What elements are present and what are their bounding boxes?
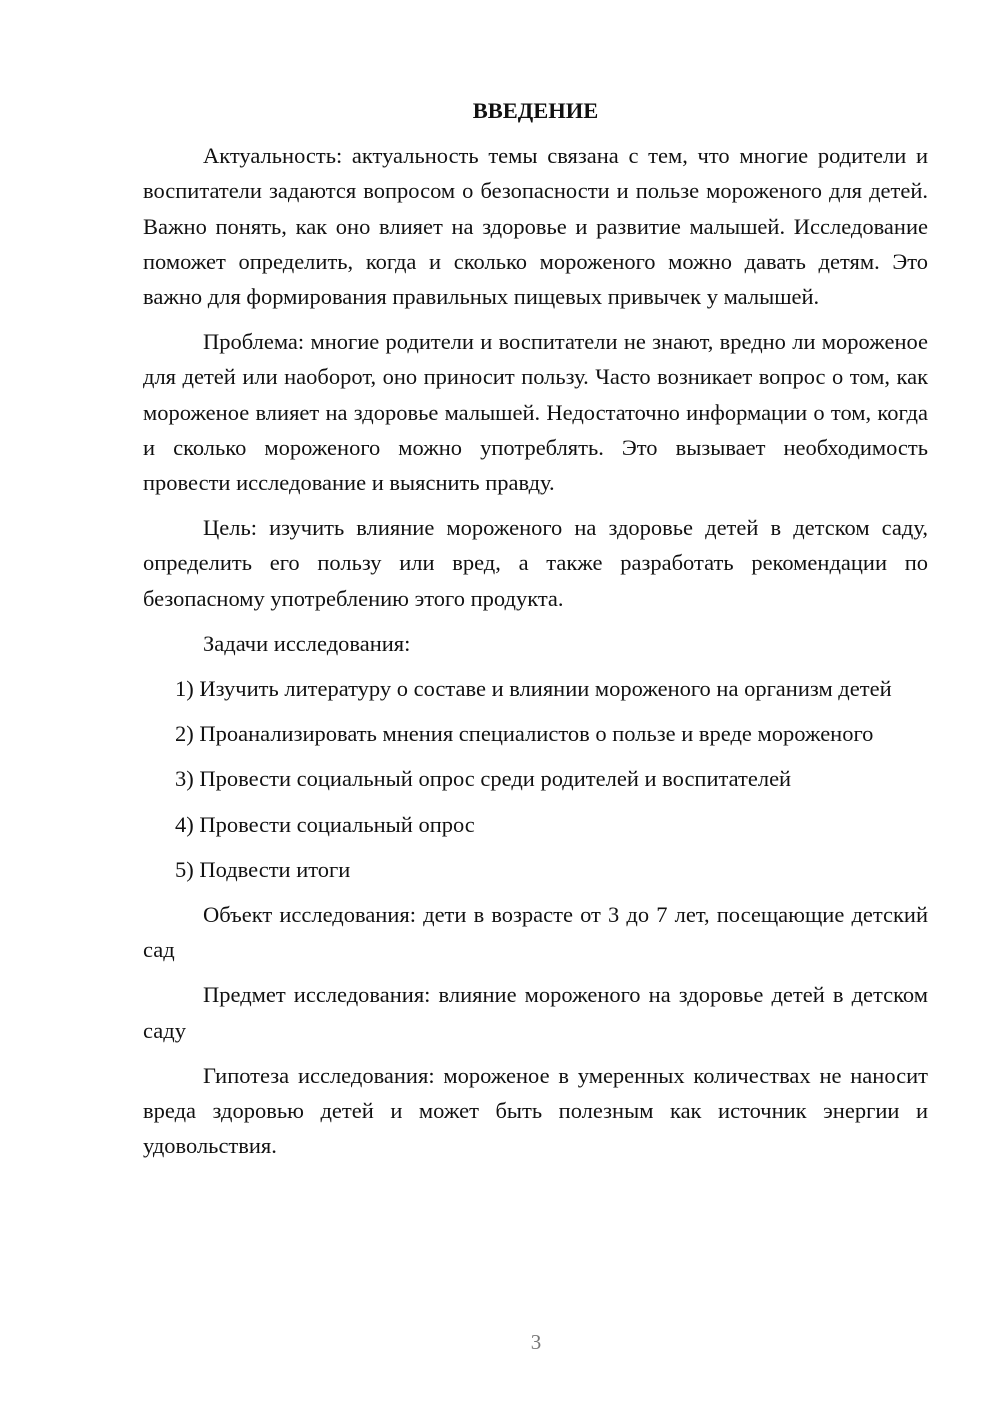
page-content [143, 93, 928, 1173]
task-item-1: 1) Изучить литературу о составе и влиянии мороженого на организм детей [175, 676, 892, 702]
page-number: 3 [530, 1330, 542, 1354]
section-title: ВВЕДЕНИЕ [472, 98, 599, 123]
tasks-heading: Задачи исследования: [203, 630, 411, 656]
goal-paragraph: Цель: изучить влияние мороженого на здоровье детей в детском саду, определить его пользу или вред, а также разработать рекомендации по безопасному употреблению этого продукта. [143, 515, 928, 611]
task-item-4: 4) Провести социальный опрос [175, 811, 475, 837]
problem-paragraph: Проблема: многие родители и воспитатели не знают, вредно ли мороженое для детей или наоборот, оно приносит пользу. Часто возникает вопрос о том, как мороженое влияет на здоровье малышей. Недостаточно информации о том, когда и сколько мороженого можно употреблять. Это вызывает необходимость провести исследование и выяснить правду. [143, 329, 928, 496]
subject-paragraph: Предмет исследования: влияние мороженого на здоровье детей в детском саду [143, 982, 928, 1043]
hypothesis-paragraph: Гипотеза исследования: мороженое в умеренных количествах не наносит вреда здоровью детей и может быть полезным как источник энергии и удовольствия. [143, 1062, 928, 1159]
task-item-5: 5) Подвести итоги [175, 856, 351, 882]
object-paragraph: Объект исследования: дети в возрасте от 3 до 7 лет, посещающие детский сад [143, 902, 928, 963]
relevance-paragraph: Актуальность: актуальность темы связана с тем, что многие родители и воспитатели задаются вопросом о безопасности и пользе мороженого для детей. Важно понять, как оно влияет на здоровье и развитие малышей. Исследование поможет определить, когда и сколько мороженого можно давать детям. Это важно для формирования правильных пищевых привычек у малышей. [143, 143, 928, 310]
task-item-3: 3) Провести социальный опрос среди родителей и воспитателей [175, 766, 792, 792]
task-item-2: 2) Проанализировать мнения специалистов о пользе и вреде мороженого [175, 721, 874, 747]
